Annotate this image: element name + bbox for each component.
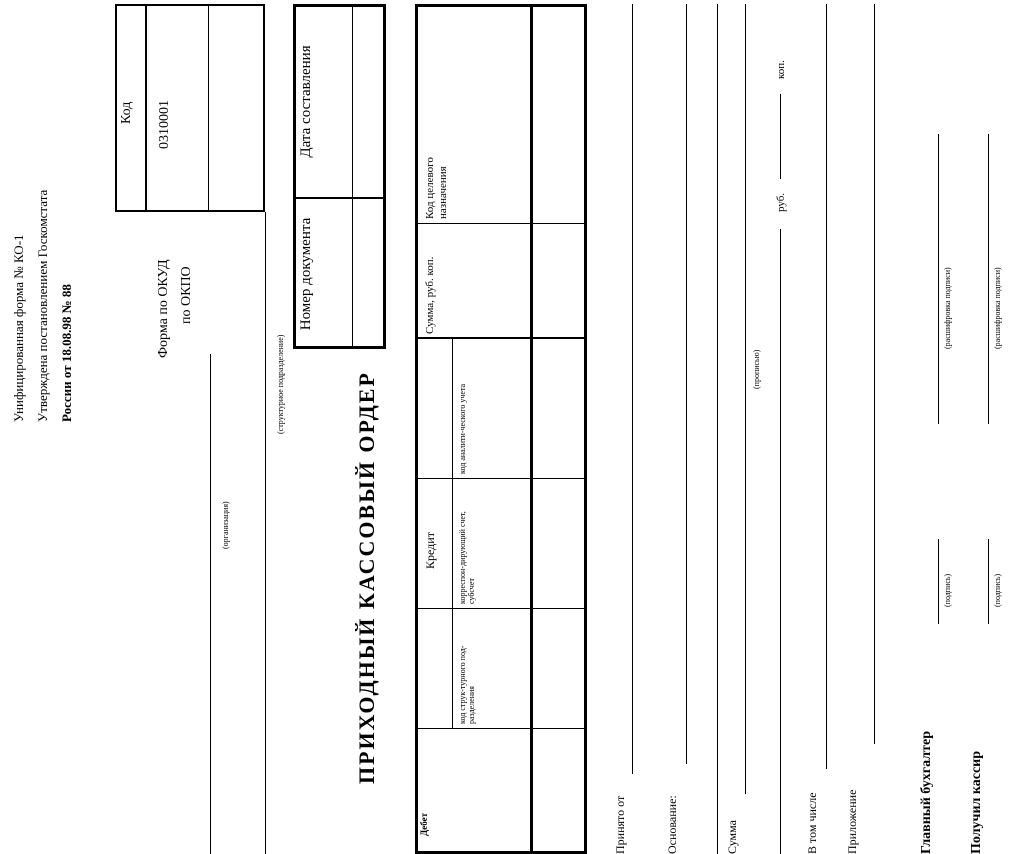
chief-signature-caption: (подпись) <box>943 573 952 607</box>
organization-line <box>210 354 211 854</box>
cashier-label: Получил кассир <box>969 750 984 854</box>
okud-label: Форма по ОКУД <box>156 259 171 358</box>
division-caption: (структурное подразделение) <box>276 334 285 434</box>
code-header: Код <box>119 101 134 124</box>
decree-date-line: России от 18.08.98 № 88 <box>59 284 74 422</box>
okpo-label: по ОКПО <box>179 266 194 324</box>
including-label: В том числе <box>805 792 819 854</box>
basis-label: Основание: <box>665 795 679 854</box>
chief-accountant-name-line[interactable] <box>938 134 939 424</box>
kop-label: коп. <box>775 60 787 79</box>
received-from-label: Принято от <box>613 795 627 854</box>
cashier-signature-line[interactable] <box>988 539 989 624</box>
rub-label: руб. <box>775 192 787 212</box>
col-structural-unit: код струк-турного под-разделения <box>458 645 477 724</box>
basis-line-2[interactable] <box>717 4 718 854</box>
attachment-line[interactable] <box>874 4 875 744</box>
cashier-signature-caption: (подпись) <box>993 573 1002 607</box>
col-analytical-code: код аналити-ческого учета <box>458 383 467 474</box>
received-from-line[interactable] <box>632 4 633 774</box>
organization-caption: (организация) <box>221 501 230 549</box>
chief-accountant-label: Главный бухгалтер <box>919 731 934 854</box>
cashier-name-caption: (расшифровка подписи) <box>993 267 1002 349</box>
doc-date-label: Дата составления <box>298 45 314 158</box>
okud-code-value: 0310001 <box>157 100 172 149</box>
amount-label: Сумма <box>725 820 739 854</box>
amount-words-caption: (прописью) <box>752 349 761 389</box>
kop-line[interactable] <box>780 94 781 179</box>
chief-accountant-signature-line[interactable] <box>938 539 939 624</box>
division-line <box>265 212 266 854</box>
basis-line-1[interactable] <box>686 4 687 764</box>
document-title: ПРИХОДНЫЙ КАССОВЫЙ ОРДЕР <box>354 371 379 784</box>
doc-number-label: Номер документа <box>298 217 314 331</box>
col-amount: Сумма, руб. коп. <box>424 256 436 334</box>
credit-header: Кредит <box>423 532 437 569</box>
debit-header: Дебет <box>419 812 429 836</box>
cashier-name-line[interactable] <box>988 134 989 424</box>
col-corr-account: корреспон-дирующий счет, субсчет <box>458 511 477 604</box>
including-line[interactable] <box>826 4 827 769</box>
amount-line-2[interactable] <box>780 229 781 854</box>
amount-line-1[interactable] <box>745 4 746 794</box>
unified-form-line: Унифицированная форма № КО-1 <box>11 234 26 422</box>
approved-by-line: Утверждена постановлением Госкомстата <box>35 189 50 422</box>
col-purpose-code: Код целевого назначения <box>424 157 449 219</box>
attachment-label: Приложение <box>845 789 859 854</box>
chief-name-caption: (расшифровка подписи) <box>943 267 952 349</box>
codes-box <box>115 4 265 212</box>
